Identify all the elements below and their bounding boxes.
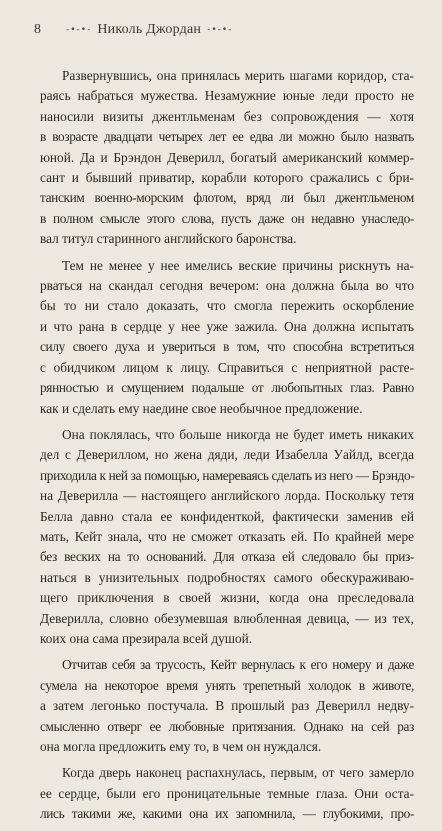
text-line: Белла давно стала ее конфиденткой, фактически заменив ей — [40, 508, 414, 524]
author-name: Николь Джордан — [97, 22, 202, 37]
text-line: и что рана в сердце у нее уже зажила. Она должна испытать — [40, 318, 414, 334]
text-line: наться в унизительных подробностях самого обескураживаю- — [40, 569, 414, 585]
ornament-left: -•-•- — [66, 25, 92, 35]
paragraph-4 — [40, 655, 414, 757]
text-line: без веских на то оснований. Для отказа ей следовало бы приз- — [40, 549, 414, 565]
text-line: она могла предложить ему то, в чем он нуждался. — [40, 739, 322, 754]
text-line: Развернувшись, она принялась мерить шагами коридор, ста- — [62, 68, 414, 83]
text-line: лись такими же, какими она их запомнила, — глубокими, про- — [40, 806, 414, 822]
text-line: Отчитав себя за трусость, Кейт вернулась к его номеру и даже — [62, 657, 414, 673]
text-line: рянностью и смущением подальше от любопытных глаз. Равно — [40, 380, 414, 396]
text-line: Когда дверь наконец распахнулась, первым, от чего замерло — [62, 765, 414, 781]
paragraph-5 — [40, 763, 414, 824]
text-line: в полном смысле этого слова, пусть даже он недавно унаследо- — [40, 210, 414, 226]
text-line: коих она сама презирала всей душой. — [40, 630, 253, 646]
text-line: сумела на некоторое время унять трепетный холодок в животе, — [40, 677, 414, 693]
text-line: вал титул старинного английского баронства. — [40, 231, 297, 247]
text-line: мать, Кейт знала, что не сможет отказать ей. По крайней мере — [40, 528, 414, 544]
text-line: как и сделать ему наедине свое необычное предложение. — [40, 400, 363, 416]
ornament-right: -•-•- — [207, 25, 233, 35]
text-line: сант и бывший приватир, корабли которого сражались с бри- — [40, 170, 414, 186]
text-line: ее сердце, были его проницательные темные глаза. Они оста- — [40, 785, 414, 801]
body-text — [40, 66, 414, 831]
text-line: раясь набраться мужества. Незамужние юные леди просто не — [40, 88, 414, 104]
text-line: наносили визиты джентльменам без сопровождения — хотя — [40, 108, 414, 124]
text-line: силу своего духа и увериться в том, что способна встретиться — [40, 339, 414, 355]
text-line: рваться на скандал сегодня вечером: она должна была во что — [40, 278, 414, 294]
text-line: юной. Да и Брэндон Деверилл, богатый американский коммер- — [40, 149, 414, 165]
text-line: приходила к ней за помощью, намереваясь сделать из него — Брэндо- — [40, 467, 415, 483]
text-line: щего приключения в своей жизни, когда она преследовала — [40, 590, 414, 606]
text-line: смысленно отверг ее любовные притязания. Однако на сей раз — [40, 718, 414, 734]
running-header — [34, 20, 408, 40]
paragraph-2 — [40, 256, 414, 419]
text-line: на Деверилла — настоящего английского лорда. Поскольку тетя — [40, 488, 414, 504]
text-line: а затем легонько постучала. В прошлый раз Деверилл недву- — [40, 698, 414, 714]
text-line: Деверилла, словно обезумевшая влюбленная девица, — из тех, — [40, 610, 414, 626]
paragraph-3 — [40, 425, 414, 649]
paragraph-1 — [40, 66, 414, 250]
text-line: Тем не менее у нее имелись веские причины рискнуть на- — [62, 257, 414, 273]
text-line: в возрасте двадцати четырех лет ее едва ли можно было назвать — [40, 129, 414, 145]
text-line: Она поклялась, что больше никогда не будет иметь никаких — [62, 426, 414, 442]
text-line: с обидчиком лицом к лицу. Справиться с неприятной расте- — [40, 359, 414, 375]
text-line: танским военно-морским флотом, вряд ли был джентльменом — [40, 190, 414, 206]
text-line: дел с Девериллом, но жена дяди, леди Изабелла Уайлд, всегда — [40, 447, 414, 463]
page-number: 8 — [34, 22, 42, 37]
text-line: бы то ни стало доказать, что смогла пережить оскорбление — [40, 298, 414, 314]
